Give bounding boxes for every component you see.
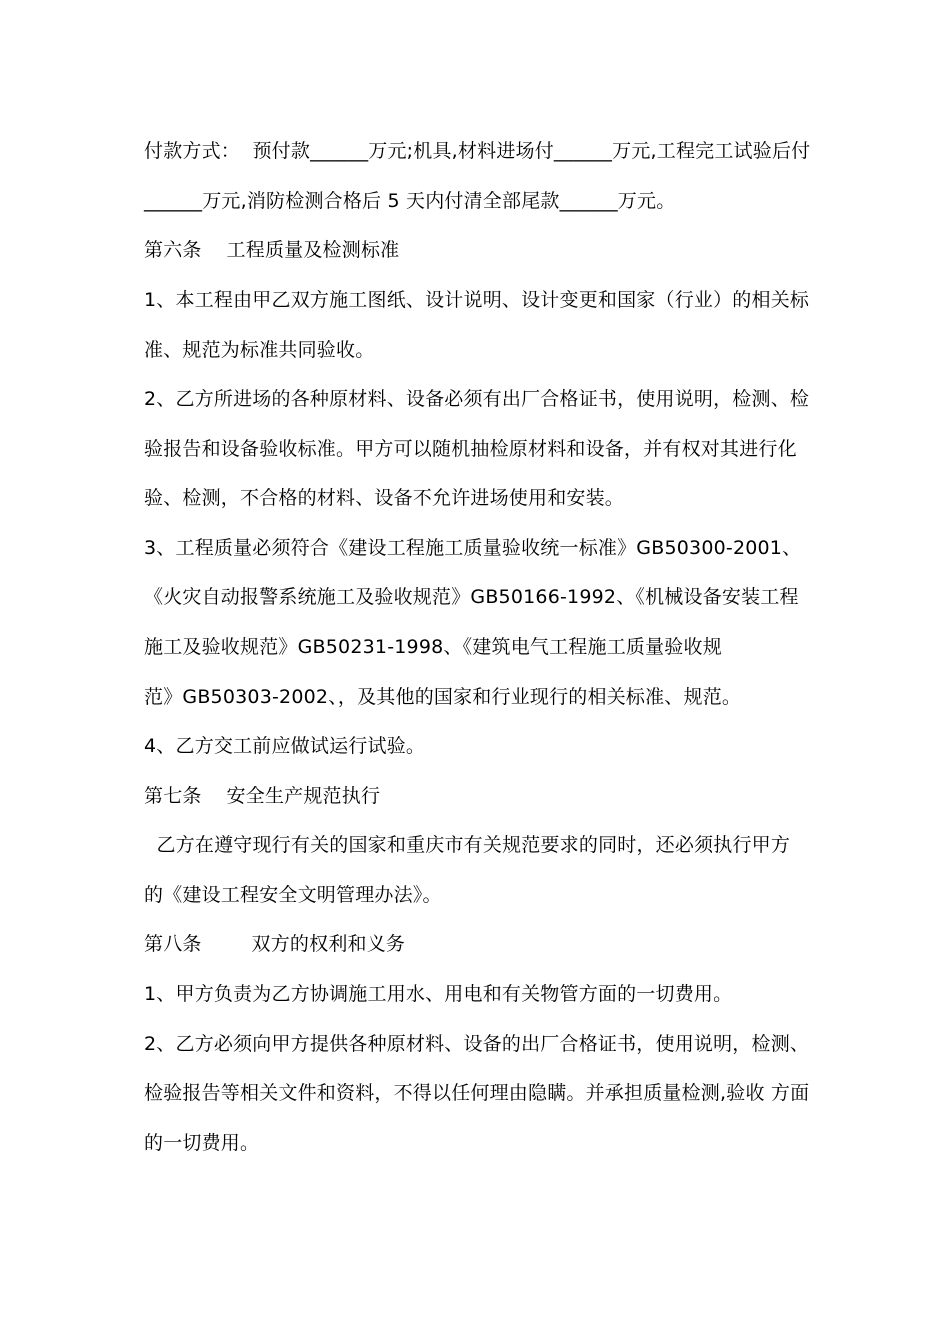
article-7-body-line-2: 的《建设工程安全文明管理办法》。 (144, 884, 442, 906)
article-8-item-2-line-2: 检验报告等相关文件和资料，不得以任何理由隐瞒。并承担质量检测,验收 方面 (144, 1082, 810, 1104)
article-6-item-2-line-3: 验、检测，不合格的材料、设备不允许进场使用和安装。 (144, 487, 625, 509)
article-7-body-line-1: 乙方在遵守现行有关的国家和重庆市有关规范要求的同时，还必须执行甲方 (144, 834, 791, 856)
article-8-item-2-line-1: 2、乙方必须向甲方提供各种原材料、设备的出厂合格证书，使用说明，检测、 (144, 1033, 810, 1055)
article-6-item-3-line-2: 《火灾自动报警系统施工及验收规范》GB50166-1992、《机械设备安装工程 (144, 586, 799, 608)
article-8-item-2-line-3: 的一切费用。 (144, 1132, 260, 1154)
article-7-heading: 第七条 安全生产规范执行 (144, 785, 381, 807)
article-6-item-1-line-1: 1、本工程由甲乙双方施工图纸、设计说明、设计变更和国家（行业）的相关标 (144, 289, 810, 311)
payment-terms-line-1: 付款方式： 预付款______万元;机具,材料进场付______万元,工程完工试验后付 (144, 140, 811, 162)
article-8-heading: 第八条 双方的权利和义务 (144, 933, 406, 955)
article-6-item-3-line-4: 范》GB50303-2002、，及其他的国家和行业现行的相关标准、规范。 (144, 686, 742, 708)
article-6-item-3-line-1: 3、工程质量必须符合《建设工程施工质量验收统一标准》GB50300-2001、 (144, 537, 802, 559)
article-6-item-3-line-3: 施工及验收规范》GB50231-1998、《建筑电气工程施工质量验收规 (144, 636, 722, 658)
article-6-item-4: 4、乙方交工前应做试运行试验。 (144, 735, 426, 757)
article-6-item-2-line-1: 2、乙方所进场的各种原材料、设备必须有出厂合格证书，使用说明，检测、检 (144, 388, 810, 410)
article-6-item-2-line-2: 验报告和设备验收标准。甲方可以随机抽检原材料和设备，并有权对其进行化 (144, 438, 797, 460)
payment-terms-line-2: ______万元,消防检测合格后 5 天内付清全部尾款______万元。 (144, 190, 676, 212)
article-6-item-1-line-2: 准、规范为标准共同验收。 (144, 339, 375, 361)
article-6-heading: 第六条 工程质量及检测标准 (144, 239, 400, 261)
article-8-item-1: 1、甲方负责为乙方协调施工用水、用电和有关物管方面的一切费用。 (144, 983, 733, 1005)
